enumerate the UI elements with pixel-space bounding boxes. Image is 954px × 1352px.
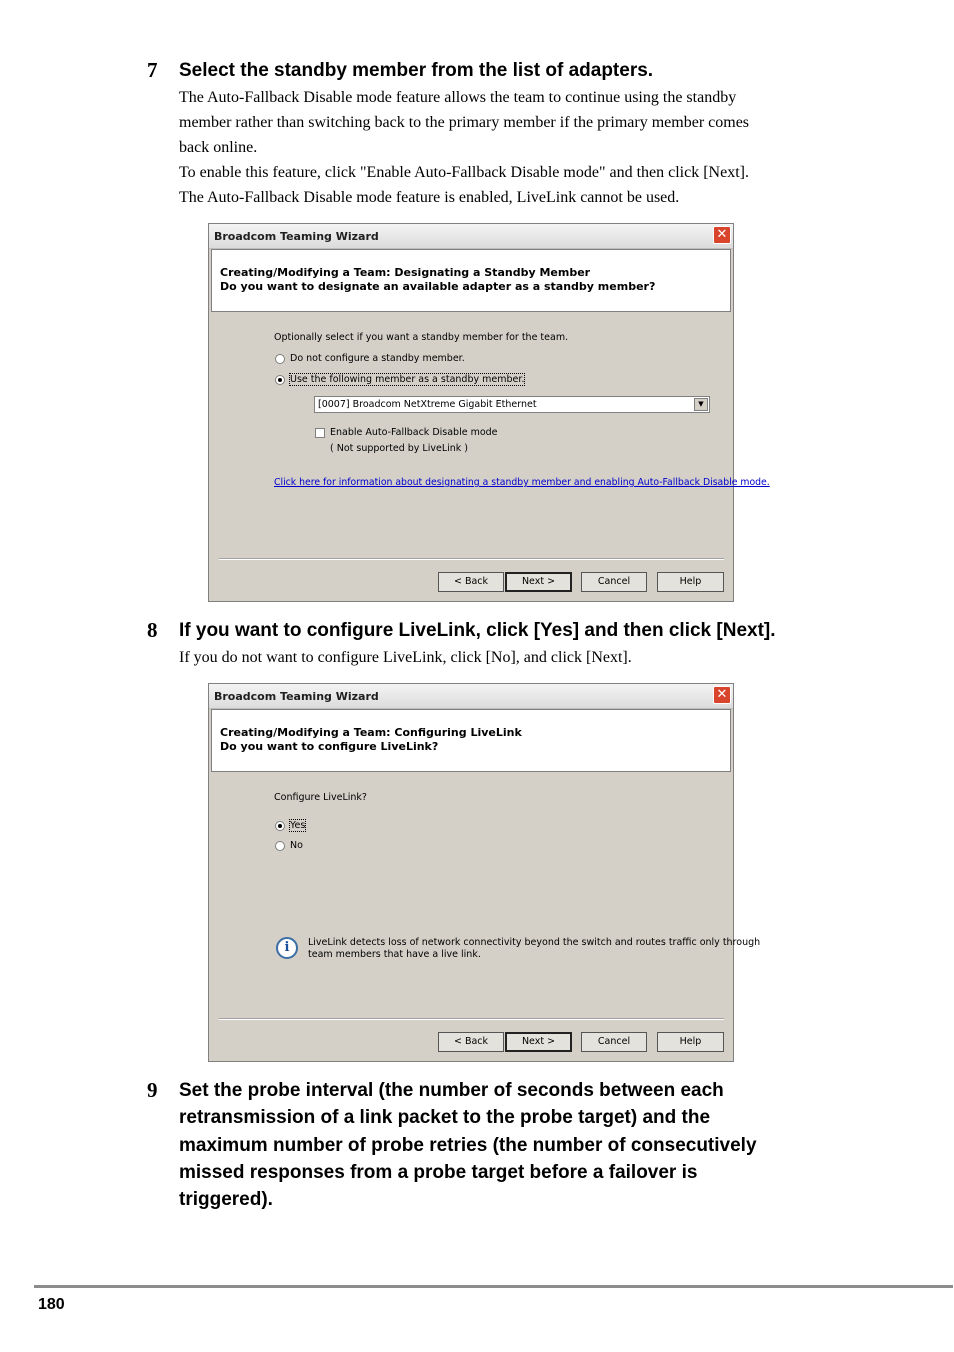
auto-fallback-checkbox[interactable]	[315, 428, 325, 438]
paragraph-line: The Auto-Fallback Disable mode feature is enabled, LiveLink cannot be used.	[179, 189, 680, 206]
info-icon: i	[276, 937, 298, 959]
standby-info-link[interactable]: Click here for information about designating a standby member and enabling Auto-Fallback Disable mode.	[274, 477, 770, 488]
livelink-no-radio[interactable]	[275, 841, 285, 851]
livelink-info-line: team members that have a live link.	[308, 949, 481, 960]
livelink-prompt: Configure LiveLink?	[274, 792, 367, 803]
no-standby-label[interactable]: Do not configure a standby member.	[290, 353, 465, 364]
standby-member-dialog	[208, 223, 770, 602]
next-button[interactable]: Next >	[505, 572, 572, 592]
page-number: 180	[38, 1296, 65, 1313]
standby-prompt: Optionally select if you want a standby member for the team.	[274, 332, 569, 343]
heading-line: triggered).	[179, 1189, 273, 1210]
dialog-title: Broadcom Teaming Wizard	[214, 230, 379, 243]
livelink-info-line: LiveLink detects loss of network connectivity beyond the switch and routes traffic only through	[308, 937, 761, 948]
auto-fallback-label[interactable]: Enable Auto-Fallback Disable mode	[330, 427, 498, 438]
help-button[interactable]: Help	[657, 1032, 724, 1052]
step-8-heading: If you want to configure LiveLink, click [Yes] and then click [Next].	[179, 620, 776, 641]
cancel-button[interactable]: Cancel	[581, 572, 647, 592]
close-icon[interactable]: ✕	[713, 226, 731, 244]
back-button[interactable]: < Back	[438, 1032, 504, 1052]
livelink-unsupported-note: ( Not supported by LiveLink )	[330, 443, 469, 454]
close-icon[interactable]: ✕	[713, 686, 731, 704]
back-button[interactable]: < Back	[438, 572, 504, 592]
heading-line: Set the probe interval (the number of seconds between each	[179, 1080, 724, 1101]
dialog-separator	[219, 558, 724, 560]
step-7-heading: Select the standby member from the list of adapters.	[179, 60, 654, 81]
dialog-title: Broadcom Teaming Wizard	[214, 690, 379, 703]
standby-adapter-select[interactable]	[314, 396, 710, 413]
cancel-button[interactable]: Cancel	[581, 1032, 647, 1052]
use-standby-label[interactable]: Use the following member as a standby member.	[290, 374, 525, 385]
dialog-titlebar	[209, 684, 733, 709]
standby-adapter-value: [0007] Broadcom NetXtreme Gigabit Ethernet	[318, 399, 537, 410]
next-button[interactable]: Next >	[505, 1032, 572, 1052]
livelink-no-label[interactable]: No	[290, 840, 303, 851]
paragraph-line: To enable this feature, click "Enable Auto-Fallback Disable mode" and then click [Next].	[179, 164, 749, 181]
heading-line: retransmission of a link packet to the probe target) and the	[179, 1107, 711, 1128]
dialog-header-title: Creating/Modifying a Team: Designating a Standby Member	[220, 266, 591, 279]
livelink-dialog	[208, 683, 761, 1062]
paragraph-line: The Auto-Fallback Disable mode feature allows the team to continue using the standby	[179, 89, 737, 106]
help-button[interactable]: Help	[657, 572, 724, 592]
dialog-titlebar	[209, 224, 733, 249]
step-number-8: 8	[147, 618, 158, 642]
livelink-yes-radio[interactable]	[275, 821, 285, 831]
heading-line: maximum number of probe retries (the number of consecutively	[179, 1135, 757, 1156]
heading-line: missed responses from a probe target before a failover is	[179, 1162, 698, 1183]
step-8-paragraph: If you do not want to configure LiveLink, click [No], and click [Next].	[179, 649, 632, 666]
dialog-header-question: Do you want to configure LiveLink?	[220, 740, 439, 753]
use-standby-radio[interactable]	[275, 375, 285, 385]
chevron-down-icon[interactable]: ▼	[694, 398, 708, 411]
dialog-separator	[219, 1018, 724, 1020]
dialog-header	[211, 249, 731, 312]
no-standby-radio[interactable]	[275, 354, 285, 364]
dialog-header-title: Creating/Modifying a Team: Configuring LiveLink	[220, 726, 522, 739]
step-number-7: 7	[147, 58, 158, 82]
step-number-9: 9	[147, 1078, 158, 1102]
dialog-header	[211, 709, 731, 772]
paragraph-line: member rather than switching back to the primary member if the primary member comes	[179, 114, 750, 131]
footer-rule	[34, 1285, 953, 1288]
paragraph-line: back online.	[179, 139, 258, 156]
dialog-header-question: Do you want to designate an available adapter as a standby member?	[220, 280, 656, 293]
livelink-yes-label[interactable]: Yes	[290, 820, 306, 831]
